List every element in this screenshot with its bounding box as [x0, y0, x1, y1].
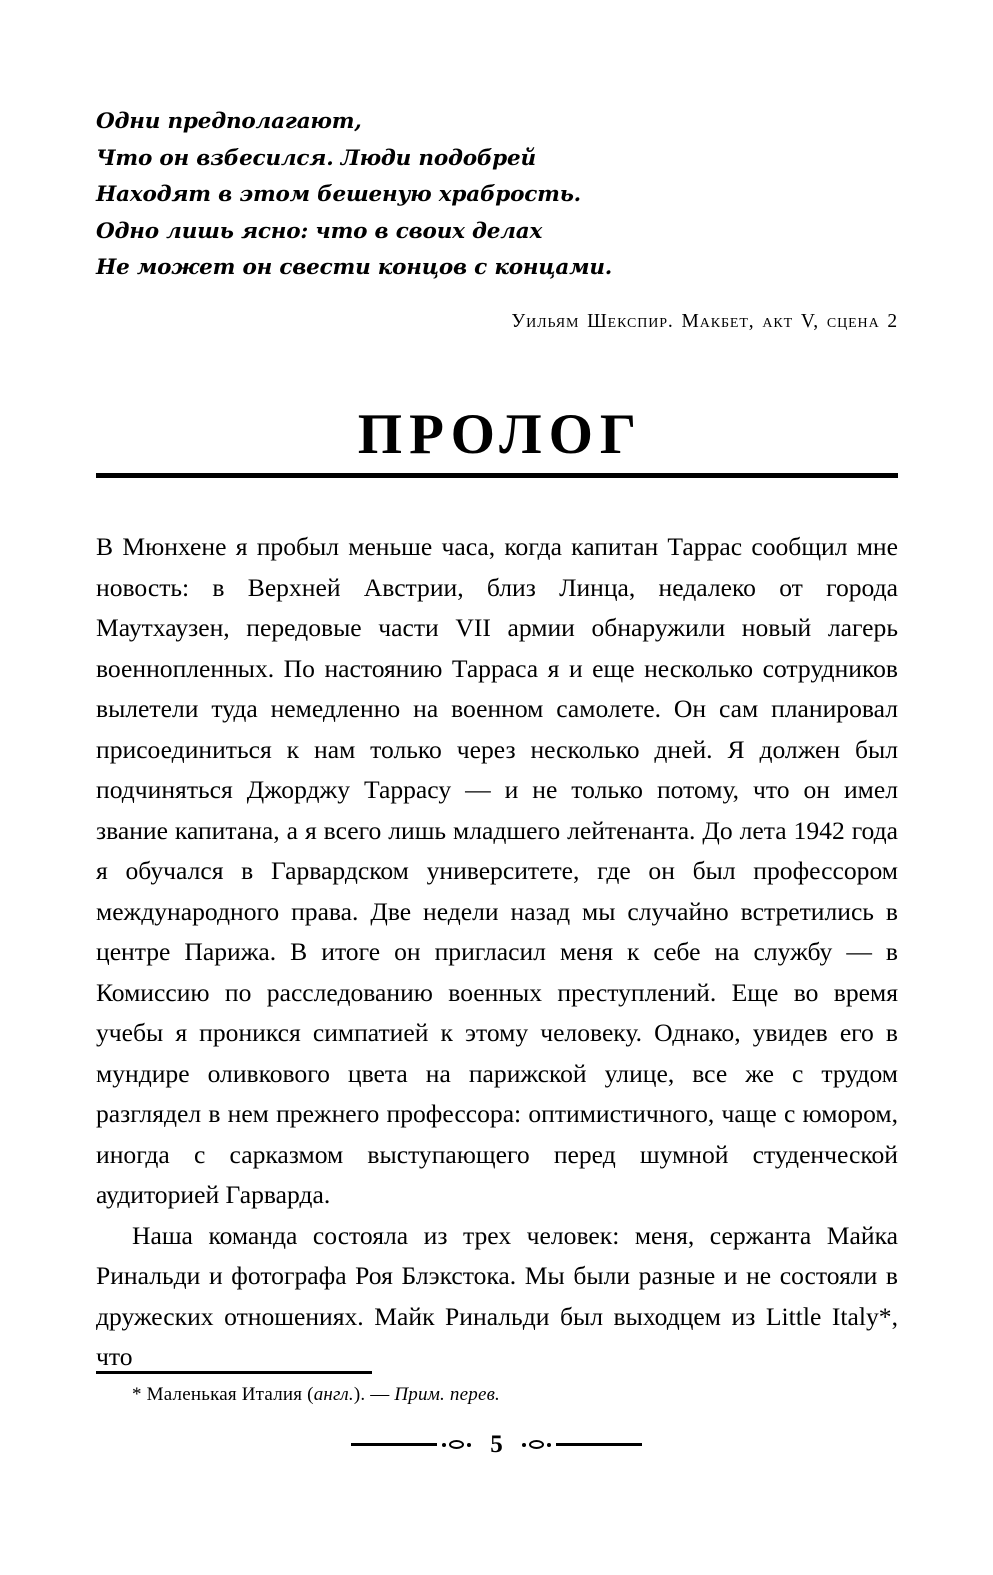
epigraph-block: [96, 104, 898, 333]
footnote-text-middle: ). —: [353, 1384, 395, 1405]
page-footer-folio: [0, 1432, 993, 1457]
epigraph-line: Что он взбесился. Люди подобрей: [96, 145, 536, 171]
page-title: ПРОЛОГ: [357, 403, 644, 466]
footnote-separator-rule: [96, 1371, 372, 1374]
folio-dot-icon: [442, 1443, 446, 1447]
footnote-block: [96, 1371, 898, 1408]
folio-ornament-left-icon: [442, 1440, 471, 1449]
page-number: 5: [490, 1431, 503, 1458]
epigraph-line: Находят в этом бешеную храбрость.: [96, 182, 581, 207]
folio-ornament-right-icon: [522, 1440, 551, 1449]
folio-dot-icon: [522, 1443, 526, 1447]
epigraph-line: Не может он свести концов с концами.: [96, 255, 613, 280]
folio-diamond-icon: [449, 1440, 464, 1449]
folio-diamond-icon: [529, 1440, 544, 1449]
folio-rule-left: [351, 1443, 437, 1446]
chapter-heading: [96, 404, 898, 478]
epigraph-attribution: Уильям Шекспир. Макбет, акт V, сцена 2: [511, 310, 898, 332]
footnote-language-label: англ.: [313, 1384, 354, 1405]
footnote-text: [96, 1382, 898, 1408]
folio-rule-right: [556, 1443, 642, 1446]
epigraph-line: Одни предполагают,: [96, 109, 362, 134]
footnote-text-lead: * Маленькая Италия (: [132, 1384, 314, 1405]
folio-dot-icon: [547, 1443, 551, 1447]
epigraph-line: Одно лишь ясно: что в своих делах: [96, 218, 543, 244]
body-text: [96, 527, 898, 1378]
footnote-translator-note: Прим. перев.: [394, 1384, 501, 1405]
body-paragraph: Наша команда состояла из трех человек: меня, сержанта Майка Ринальди и фотографа Роя Блэкстока. Мы были разные и не состояли в дружеских отношениях. Майк Ринальди был выходцем из Little Italy*, что: [96, 1220, 898, 1371]
body-paragraph: В Мюнхене я пробыл меньше часа, когда капитан Таррас сообщил мне новость: в Верхней Австрии, близ Линца, недалеко от города Маутхаузен, передовые части VII армии обнаружили новый лагерь военнопленных. По настоянию Тарраса я и еще несколько сотрудников вылетели туда немедленно на военном самолете. Он сам планировал присоединиться к нам только через несколько дней. Я должен был подчиняться Джорджу Таррасу — и не только потому, что он имел звание капитана, а я всего лишь младшего лейтенанта. До лета 1942 года я обучался в Гарвардском университете, где он был профессором международного права. Две недели назад мы случайно встретились в центре Парижа. В итоге он пригласил меня к себе на службу — в Комиссию по расследованию военных преступлений. Еще во время учебы я проникся симпатией к этому человеку. Однако, увидев его в мундире оливкового цвета на парижской улице, все же с трудом разглядел в нем прежнего профессора: оптимистичного, чаще с юмором, иногда с сарказмом выступающего перед шумной студенческой аудиторией Гарварда.: [96, 532, 898, 1209]
chapter-divider-rule: [96, 473, 898, 478]
folio-dot-icon: [467, 1443, 471, 1447]
